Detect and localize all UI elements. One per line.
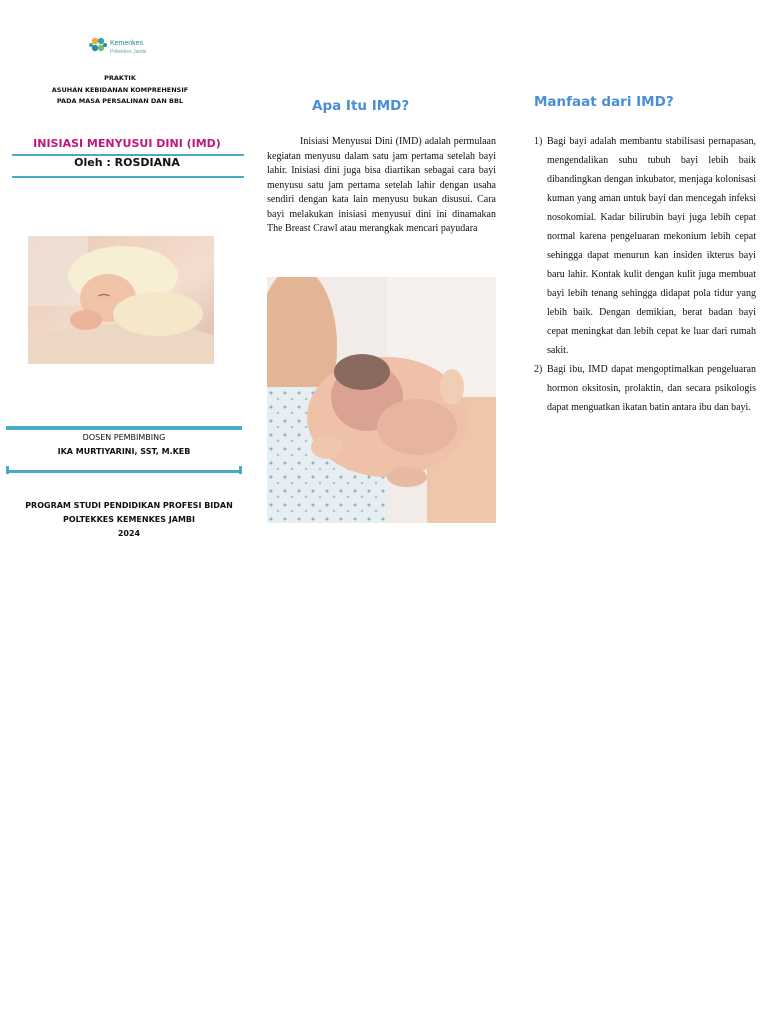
praktik-line-2: ASUHAN KEBIDANAN KOMPREHENSIF (51, 85, 189, 94)
logo-subtitle: Poltekkes Jambi (110, 49, 147, 55)
sleeping-baby-photo (28, 236, 214, 364)
praktik-heading (40, 73, 200, 108)
manfaat-heading: Manfaat dari IMD? (534, 94, 674, 110)
logo-name: Kemenkes (110, 40, 144, 47)
author-line: Oleh : ROSDIANA (74, 156, 180, 169)
prodi-line-2: POLTEKKES KEMENKES JAMBI (63, 515, 195, 524)
apa-paragraph: Inisiasi Menyusui Dini (IMD) adalah permulaan kegiatan menyusu dalam satu jam pertama setelah bayi lahir. Inisiasi dini juga bisa diartikan sebagai cara bayi menyusu satu jam pertama setelah lahir dengan usaha sendiri dengan kata lain menyusu bukan disusui. Cara bayi melakukan inisiasi menyusui dini ini dinamakan The Breast Crawl atau merangkak mencari payudara (267, 136, 496, 234)
list-item-number: 2) (534, 364, 543, 375)
list-item (534, 132, 756, 360)
dosen-rule-top (6, 426, 242, 430)
manfaat-list (534, 132, 756, 417)
program-footer (20, 499, 238, 541)
title-rule-bottom (12, 176, 244, 178)
logo-text (110, 40, 146, 56)
prodi-line-1: PROGRAM STUDI PENDIDIKAN PROFESI BIDAN (25, 501, 233, 510)
list-item (534, 360, 756, 417)
dosen-label: DOSEN PEMBIMBING (82, 433, 166, 442)
dosen-rule-bottom (6, 470, 242, 473)
newborn-skin-contact-photo (267, 277, 496, 523)
apa-heading: Apa Itu IMD? (312, 98, 410, 114)
cover-title: INISIASI MENYUSUI DINI (IMD) (33, 137, 221, 150)
list-item-number: 1) (534, 136, 543, 147)
prodi-year: 2024 (117, 529, 141, 538)
praktik-line-3: PADA MASA PERSALINAN DAN BBL (56, 97, 184, 105)
dosen-name: IKA MURTIYARINI, SST, M.KEB (57, 447, 191, 456)
list-item-text: Bagi ibu, IMD dapat mengoptimalkan pengeluaran hormon oksitosin, prolaktin, dan secara psikologis dapat menguatkan ikatan batin antara ibu dan bayi. (547, 364, 756, 413)
list-item-text: Bagi bayi adalah membantu stabilisasi pernapasan, mengendalikan suhu tubuh bayi lebih baik dibandingkan dengan inkubator, menjaga kolonisasi kuman yang aman untuk bayi dan mencegah infeksi nosokomial. Kadar bilirubin bayi juga lebih cepat normal karena pengeluaran mekonium lebih cepat sehingga dapat menurun kan insiden ikterus bayi baru lahir. Kontak kulit dengan kulit juga membuat bayi lebih tenang sehingga didapat pola tidur yang lebih baik. Dengan demikian, berat badan bayi cepat meningkat dan lebih cepat ke luar dari rumah sakit. (547, 136, 756, 356)
praktik-line-1: PRAKTIK (104, 74, 136, 82)
